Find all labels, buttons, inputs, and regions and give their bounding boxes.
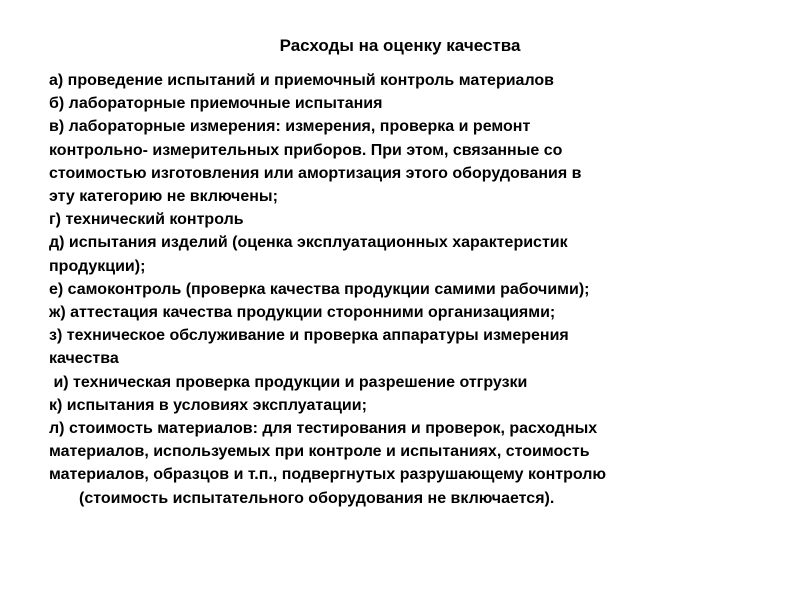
- body-line: д) испытания изделий (оценка эксплуатационных характеристик: [49, 234, 568, 252]
- body-line: и) техническая проверка продукции и разрешение отгрузки: [49, 373, 528, 391]
- body-line: эту категорию не включены;: [49, 188, 278, 206]
- body-line: в) лабораторные измерения: измерения, проверка и ремонт: [49, 118, 531, 136]
- body-line: л) стоимость материалов: для тестирования и проверок, расходных: [49, 420, 598, 438]
- body-line: стоимостью изготовления или амортизация этого оборудования в: [49, 164, 582, 182]
- body-line: а) проведение испытаний и приемочный контроль материалов: [49, 72, 555, 89]
- body-line: е) самоконтроль (проверка качества продукции самими рабочими);: [49, 280, 590, 298]
- body-line: материалов, образцов и т.п., подвергнутых разрушающему контролю: [49, 466, 607, 484]
- body-line: (стоимость испытательного оборудования не включается).: [79, 489, 555, 507]
- body-line: г) технический контроль: [49, 211, 244, 229]
- body-line: ж) аттестация качества продукции сторонними организациями;: [49, 304, 556, 322]
- body-line: з) техническое обслуживание и проверка аппаратуры измерения: [49, 327, 569, 345]
- body-line: б) лабораторные приемочные испытания: [49, 95, 383, 113]
- slide-title: Расходы на оценку качества: [279, 36, 521, 55]
- body-line: качества: [49, 350, 119, 368]
- body-line: продукции);: [49, 257, 146, 275]
- body-line: к) испытания в условиях эксплуатации;: [49, 396, 367, 414]
- slide-body: [49, 69, 769, 510]
- body-line: контрольно- измерительных приборов. При этом, связанные со: [49, 141, 563, 159]
- body-line: материалов, используемых при контроле и испытаниях, стоимость: [49, 443, 590, 461]
